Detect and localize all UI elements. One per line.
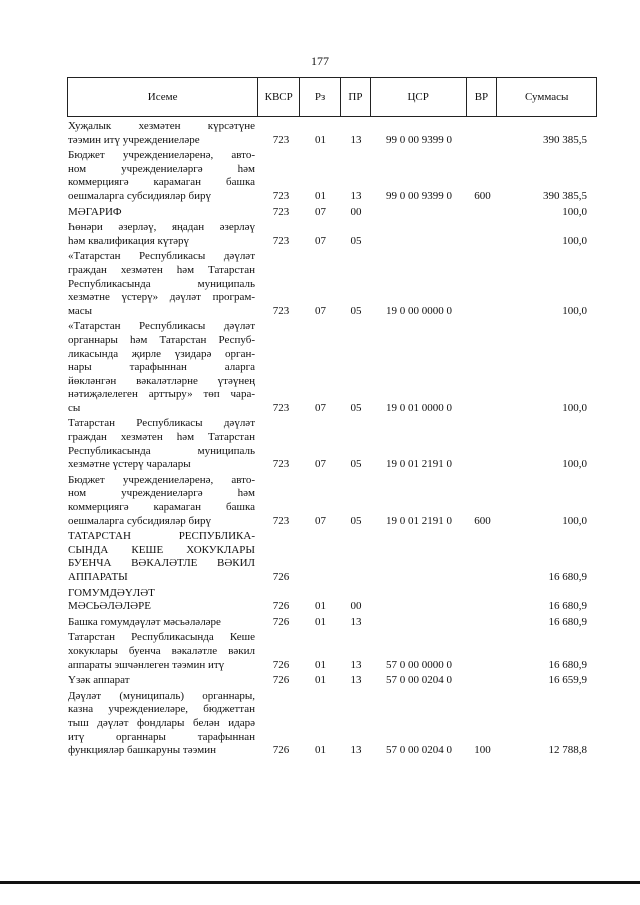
- row-sum: 100,0: [562, 234, 587, 247]
- row-name: [67, 320, 258, 415]
- table-row: [67, 530, 597, 584]
- table-row: [67, 149, 597, 203]
- row-pr: 05: [350, 234, 362, 247]
- row-name-line: СЫНДА КЕШЕ ХОКУКЛАРЫ: [68, 543, 255, 556]
- row-name-line: тыш дәүләт фондлары белән идарә: [68, 716, 255, 729]
- table-row: [67, 474, 597, 528]
- row-name-line: ГОМУМДӘҮЛӘТ: [68, 586, 155, 599]
- row-pr: 13: [350, 674, 362, 687]
- row-rz: 01: [315, 615, 326, 628]
- row-name: [67, 674, 258, 688]
- row-name: [67, 587, 258, 614]
- header-csr: ЦСР: [371, 78, 467, 116]
- row-name-line: хезмәтне үстерү» дәүләт програм-: [68, 291, 255, 304]
- table-row: [67, 320, 597, 415]
- header-name: Исеме: [68, 78, 258, 116]
- row-csr: 19 0 01 0000 0: [386, 401, 452, 414]
- row-pr: 05: [350, 458, 362, 471]
- row-name: [67, 631, 258, 672]
- row-name-line: Хуҗалык хезмәтен күрсәтүне: [68, 120, 255, 132]
- row-name-line: граждан хезмәтен һәм Татарстан: [68, 263, 255, 276]
- row-name-line: Башка гомумдәүләт мәсьәләләре: [68, 615, 221, 628]
- row-sum: 12 788,8: [548, 744, 587, 757]
- row-sum: 100,0: [562, 304, 587, 317]
- row-rz: 01: [315, 658, 326, 671]
- row-name-line: органнары һәм Татарстан Респуб-: [68, 333, 255, 346]
- row-name-line: аппараты эшчәнлеген тәэмин итү: [68, 658, 225, 671]
- row-pr: 05: [350, 514, 362, 527]
- row-name: [67, 206, 258, 220]
- row-name-line: Татарстан Республикасы дәүләт: [68, 417, 255, 430]
- row-name: [67, 221, 258, 248]
- row-name-line: ном учреждениеләргә һәм: [68, 487, 255, 500]
- table-header: [67, 77, 597, 117]
- row-name-line: Һөнәри әзерләү, яңадан әзерләү: [68, 221, 255, 234]
- row-name-line: «Татарстан Республикасы дәүләт: [68, 320, 255, 333]
- row-pr: 05: [350, 401, 362, 414]
- row-rz: 07: [315, 514, 326, 527]
- page-number: 177: [311, 54, 329, 68]
- header-kvsr: КВСР: [258, 78, 300, 116]
- row-rz: 07: [315, 205, 326, 218]
- row-kvsr: 723: [272, 514, 290, 527]
- row-vr: 100: [474, 744, 491, 757]
- row-sum: 100,0: [562, 458, 587, 471]
- row-pr: 13: [350, 133, 362, 146]
- row-name: [67, 120, 258, 147]
- table-row: [67, 587, 597, 614]
- table-row: [67, 690, 597, 758]
- row-sum: 100,0: [562, 205, 587, 218]
- row-pr: 05: [350, 304, 362, 317]
- row-name-line: һәм квалификация күтәрү: [68, 234, 190, 247]
- row-pr: 13: [350, 744, 362, 757]
- table-row: [67, 616, 597, 630]
- table-row: [67, 206, 597, 220]
- row-name-line: ТАТАРСТАН РЕСПУБЛИКА-: [68, 530, 255, 543]
- row-pr: 13: [350, 615, 362, 628]
- row-kvsr: 726: [272, 571, 290, 583]
- row-kvsr: 726: [272, 744, 290, 757]
- row-name-line: МӘГАРИФ: [68, 205, 122, 218]
- row-name-line: оешмаларга субсидияләр бирү: [68, 189, 211, 202]
- row-name-line: тәэмин итү учреждениеләре: [68, 133, 200, 146]
- row-name-line: итү органнары тарафыннан: [68, 730, 255, 743]
- row-name-line: нәтиҗәлелеген арттыру» төп чара-: [68, 388, 255, 401]
- row-name: [67, 616, 258, 630]
- row-csr: 19 0 01 2191 0: [386, 514, 452, 527]
- row-rz: 01: [315, 744, 326, 757]
- row-name-line: Бюджет учреждениеләренә, авто-: [68, 149, 255, 162]
- row-pr: 00: [350, 205, 362, 218]
- row-name-line: коммерциягә карамаган башка: [68, 176, 255, 189]
- row-name-line: Бюджет учреждениеләренә, авто-: [68, 473, 255, 486]
- row-rz: 01: [315, 189, 326, 202]
- row-name-line: казна учреждениеләре, бюджеттан: [68, 703, 255, 716]
- row-name: [67, 149, 258, 203]
- header-pr: ПР: [341, 78, 371, 116]
- row-kvsr: 726: [272, 615, 290, 628]
- row-rz: 01: [315, 133, 326, 146]
- row-kvsr: 726: [272, 658, 290, 671]
- header-vr: ВР: [467, 78, 498, 116]
- row-name-line: хокуклары буенча вәкаләтле вәкил: [68, 644, 255, 657]
- row-csr: 19 0 01 2191 0: [386, 458, 452, 471]
- row-sum: 100,0: [562, 401, 587, 414]
- row-sum: 100,0: [562, 514, 587, 527]
- row-name-line: нары тарафыннан аларга: [68, 361, 255, 374]
- row-name: [67, 690, 258, 758]
- row-name-line: ликасында җирле үзидарә орган-: [68, 347, 255, 360]
- row-name-line: хезмәтне үстерү чаралары: [68, 458, 191, 471]
- row-pr: 13: [350, 658, 362, 671]
- row-kvsr: 723: [272, 133, 290, 146]
- row-csr: 57 0 00 0000 0: [386, 658, 452, 671]
- row-sum: 16 680,9: [548, 658, 587, 671]
- row-kvsr: 723: [272, 234, 290, 247]
- row-kvsr: 723: [272, 401, 290, 414]
- row-sum: 390 385,5: [543, 133, 587, 146]
- table-row: [67, 674, 597, 688]
- row-csr: 57 0 00 0204 0: [386, 674, 452, 687]
- row-name-line: Республикасында муниципаль: [68, 444, 255, 457]
- page-bottom-border: [0, 881, 640, 884]
- table-row: [67, 120, 597, 147]
- row-name-line: Республикасында муниципаль: [68, 277, 255, 290]
- row-sum: 16 680,9: [548, 615, 587, 628]
- row-name: [67, 530, 258, 584]
- row-name-line: Татарстан Республикасында Кеше: [68, 631, 255, 644]
- row-name-line: коммерциягә карамаган башка: [68, 501, 255, 514]
- row-name-line: МӘСЬӘЛӘЛӘРЕ: [68, 600, 151, 613]
- row-kvsr: 726: [272, 674, 290, 687]
- row-kvsr: 726: [272, 600, 290, 613]
- row-name-line: масы: [68, 304, 93, 317]
- row-rz: 07: [315, 458, 326, 471]
- table-row: [67, 221, 597, 248]
- row-rz: 01: [315, 600, 326, 613]
- row-name-line: АППАРАТЫ: [68, 571, 128, 583]
- header-rz: Рз: [300, 78, 341, 116]
- row-sum: 390 385,5: [543, 189, 587, 202]
- row-name-line: БУЕНЧА ВӘКАЛӘТЛЕ ВӘКИЛ: [68, 557, 255, 570]
- table-row: [67, 631, 597, 672]
- row-kvsr: 723: [272, 458, 290, 471]
- row-csr: 57 0 00 0204 0: [386, 744, 452, 757]
- row-sum: 16 680,9: [548, 571, 587, 583]
- row-csr: 99 0 00 9399 0: [386, 133, 452, 146]
- row-name-line: Дәүләт (муниципаль) органнары,: [68, 689, 255, 702]
- row-sum: 16 680,9: [548, 600, 587, 613]
- row-kvsr: 723: [272, 205, 290, 218]
- row-rz: 01: [315, 674, 326, 687]
- row-name-line: ном учреждениеләргә һәм: [68, 162, 255, 175]
- row-name-line: сы: [68, 401, 81, 414]
- row-csr: 99 0 00 9399 0: [386, 189, 452, 202]
- row-rz: 07: [315, 401, 326, 414]
- row-name-line: Үзәк аппарат: [68, 674, 130, 687]
- row-csr: 19 0 00 0000 0: [386, 304, 452, 317]
- row-name: [67, 474, 258, 528]
- row-pr: 00: [350, 600, 362, 613]
- row-name: [67, 417, 258, 471]
- row-kvsr: 723: [272, 189, 290, 202]
- header-sum: Суммасы: [524, 91, 569, 103]
- row-vr: 600: [474, 189, 491, 202]
- table-row: [67, 250, 597, 318]
- row-name-line: оешмаларга субсидияләр бирү: [68, 514, 211, 527]
- table-row: [67, 417, 597, 471]
- row-kvsr: 723: [272, 304, 290, 317]
- row-name-line: граждан хезмәтен һәм Татарстан: [68, 431, 255, 444]
- row-rz: 07: [315, 304, 326, 317]
- table-body: [67, 120, 597, 760]
- row-name-line: функцияләр башкаруны тәэмин: [68, 744, 216, 757]
- row-pr: 13: [350, 189, 362, 202]
- row-name-line: «Татарстан Республикасы дәүләт: [68, 250, 255, 263]
- row-name-line: йөкләнгән вәкаләтләрне үтәүнең: [68, 374, 255, 387]
- row-vr: 600: [474, 514, 491, 527]
- row-rz: 07: [315, 234, 326, 247]
- row-sum: 16 659,9: [548, 674, 587, 687]
- row-name: [67, 250, 258, 318]
